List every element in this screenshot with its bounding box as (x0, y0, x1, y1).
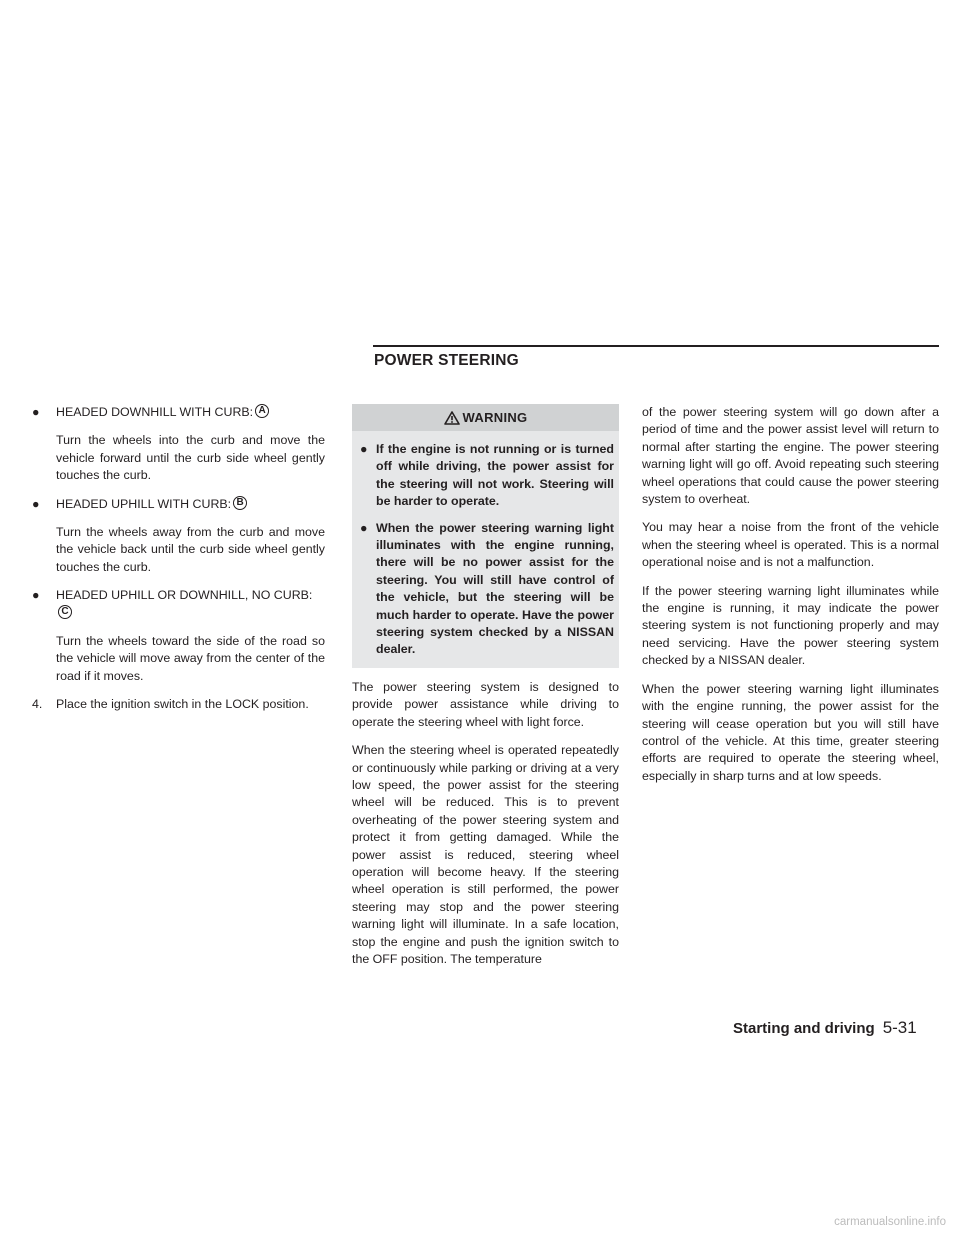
step-number: 4. (32, 697, 43, 712)
footer-section-name: Starting and driving (733, 1020, 875, 1037)
callout-marker-c-icon: C (58, 605, 72, 619)
warning-item (360, 520, 614, 659)
paragraph: You may hear a noise from the front of the vehicle when the steering wheel is operated. This is a normal operational noise and is not a malfunction. (642, 520, 939, 570)
item-text: Turn the wheels toward the side of the road so the vehicle will move away from the center of the road if it moves. (56, 634, 325, 683)
page-number: 5-31 (882, 1018, 917, 1037)
item-heading: HEADED DOWNHILL WITH CURB: (56, 405, 254, 419)
step-text: Place the ignition switch in the LOCK position. (56, 697, 309, 712)
callout-marker-a-icon: A (255, 404, 269, 418)
page-footer (733, 1018, 917, 1038)
section-rule (373, 345, 939, 347)
left-column (32, 404, 325, 714)
bullet-icon: ● (32, 588, 40, 603)
callout-marker-b-icon: B (233, 496, 247, 510)
right-column (642, 404, 939, 796)
bullet-icon: ● (32, 496, 40, 511)
item-heading: HEADED UPHILL OR DOWNHILL, NO CURB: (56, 588, 313, 603)
bullet-icon: ● (360, 442, 368, 456)
bullet-icon: ● (360, 520, 368, 535)
warning-header (352, 404, 619, 431)
warning-body (352, 431, 619, 668)
middle-column (352, 404, 619, 979)
list-item (32, 404, 325, 421)
paragraph: When the steering wheel is operated repeatedly or continuously while parking or driving at a very low speed, the power assist for the steering wheel will be reduced. This is to prevent overheating of the power steering system and protect it from getting damaged. While the power assist is reduced, steering wheel operation will become heavy. If the steering wheel operation is still performed, the power steering may stop and the power steering warning light will illuminate. In a safe location, stop the engine and push the ignition switch to the OFF position. The temperature (352, 743, 619, 966)
warning-title: WARNING (462, 409, 528, 425)
paragraph: If the power steering warning light illuminates while the engine is running, it may indicate the power steering system is not functioning properly and may need servicing. Have the power steering system checked by a NISSAN dealer. (642, 583, 939, 668)
paragraph: The power steering system is designed to provide power assistance while driving to operate the steering wheel with light force. (352, 679, 619, 729)
watermark: carmanualsonline.info (834, 1216, 946, 1228)
warning-item-text: If the engine is not running or is turned off while driving, the power assist for the steering will not work. Steering will be harder to operate. (376, 442, 614, 509)
paragraph: of the power steering system will go down after a period of time and the power assist level will return to normal after starting the engine. The power steering warning light will go off. Avoid repeating such steering wheel operations that could cause the power steering system to overheat. (642, 405, 939, 507)
item-text: Turn the wheels into the curb and move the vehicle forward until the curb side wheel gently touches the curb. (56, 433, 325, 483)
warning-item (360, 441, 614, 511)
section-title: POWER STEERING (374, 352, 519, 369)
paragraph: When the power steering warning light illuminates with the engine running, the power assist for the steering will cease operation but you will still have control of the vehicle. At this time, greater steering efforts are required to operate the steering wheel, especially in sharp turns and at low speeds. (642, 681, 939, 783)
list-item (32, 496, 325, 513)
list-item (32, 587, 325, 622)
item-text: Turn the wheels away from the curb and move the vehicle back until the curb side wheel gently touches the curb. (56, 525, 325, 574)
warning-item-text: When the power steering warning light illuminates with the engine running, there will be no power assist for the steering. You will still have control of the vehicle, but the steering will be much harder to operate. Have the power steering system checked by a NISSAN dealer. (376, 520, 614, 657)
numbered-step (32, 696, 325, 713)
item-heading: HEADED UPHILL WITH CURB: (56, 496, 232, 511)
warning-triangle-icon (444, 411, 460, 425)
bullet-icon: ● (32, 405, 40, 419)
